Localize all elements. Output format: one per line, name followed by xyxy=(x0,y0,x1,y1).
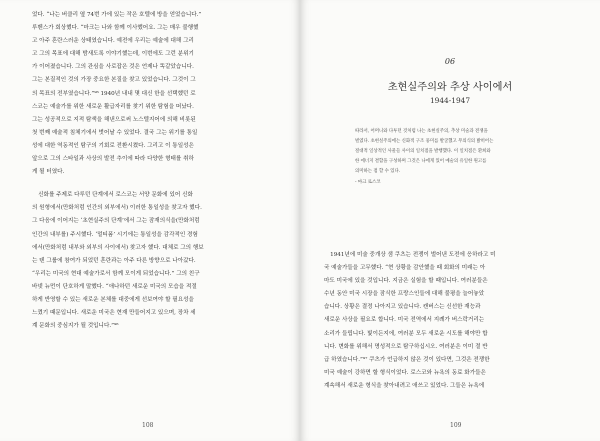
text-line: 첫 번째 예술적 침체기에서 벗어날 수 있었다. 결국 그는 위기를 통일 xyxy=(32,129,198,136)
text-line: 그는 성공적으로 지적 탐색을 해낸으로써 노스텔지어에 의해 비롯된 xyxy=(32,116,196,123)
epigraph-line: 따라서, 어머니와 다투던 것처럼 나는 초현실주의, 추상 미술과 전쟁을 xyxy=(355,129,488,134)
paragraph-gap xyxy=(32,179,277,189)
text-line: 국 예술가들을 고무했다. “현 상황을 감안했을 때 회화의 미래는 아 xyxy=(324,265,486,272)
text-line: 었다. “나는 버클리 옆 74번 가에 있는 작은 호텔에 방을 얻었습니다.” xyxy=(32,12,202,18)
page-number-right: 109 xyxy=(450,422,462,429)
epigraph-attribution: - 마크 로스코 xyxy=(355,179,381,185)
text-line: 계 문화의 중심지가 될 것입니다.”⁹⁶ xyxy=(32,323,119,330)
text-line: 고 아주 혼란스러운 상태였습니다. 예전에 우리는 예술에 대해 그리 xyxy=(32,38,194,45)
text-line: “우리는 미국의 현대 예술가로서 함께 모이게 되었습니다.” 그의 친구 xyxy=(32,270,200,277)
epigraph-line: 벌였다. 초현실주의에는 신화적 구조 풍미를 발굴했고 무의식의 밝히어는 xyxy=(355,138,494,144)
text-line: 의 목표의 전부였습니다.”⁹⁶ 1940년 내내 몇 대신 한을 선택했던 로 xyxy=(32,90,196,97)
right-body-text xyxy=(324,249,576,393)
page-number-left: 108 xyxy=(142,422,154,429)
text-line: 성에 대한 역동적인 탐구의 기회로 전환시켰다. 그리고 이 통일성은 xyxy=(32,142,194,149)
text-line: 가 이어졌습니다. 그의 관심을 사로잡은 것은 언제나 똑같았습니다. xyxy=(32,64,194,71)
text-line: 앞으로 그의 스타일과 사상의 발전 추이에 따라 다양한 형태를 취하 xyxy=(32,156,194,163)
text-line: 그는 본질적인 것의 가장 중요한 본질을 찾고 있었습니다. 그것이 그 xyxy=(32,77,196,84)
text-line: 1941년에 미술 중개상 샘 쿠츠는 전쟁이 벌어낸 도전에 응하라고 미 xyxy=(330,252,496,258)
text-line: 스코는 예술가를 위한 새로운 활급자리를 찾기 위한 탐험을 떠났다. xyxy=(32,103,194,110)
text-line: 니다. 변화를 위해서 명성적으로 탐구하십시오. 여러분은 이미 절 반 xyxy=(324,343,488,350)
text-line: 루벤스가 회상했다. “마크는 나와 함께 이사했어요. 그는 매우 불행했 xyxy=(32,25,199,32)
text-line: 는 텐 그룹에 참여가 되었던 혼란과는 아주 다른 방향으로 나아갔다. xyxy=(32,257,196,264)
left-body-text xyxy=(32,9,277,333)
text-line: 습니다. 상황은 결정 나아지고 있습니다. 캔버스는 신선한 재능과 xyxy=(324,304,481,311)
text-line: 새로운 사상을 필요로 합니다. 미국 전역에서 지례가 버스락거리는 xyxy=(324,317,485,324)
chapter-number: 06 xyxy=(444,57,456,66)
chapter-title: 초현실주의와 추상 사이에서 xyxy=(387,82,513,93)
text-line: 수년 동안 미국 시장을 잠식한 프랑스인들에 대해 불평을 늘어놓았 xyxy=(324,291,485,298)
text-line: 고 그의 목표에 대해 밤새도록 이야기했는데, 이번에도 그런 분위기 xyxy=(32,51,194,58)
epigraph-line: 절대적 일상적인 사물들 사이의 일치점을 발행했다. 이 일치점은 환희와 xyxy=(355,148,491,154)
text-line: 그 다음에 이어지는 ‘초현실주의 단계’에서 그는 잠재의식을(만화처럼 xyxy=(32,218,200,225)
epigraph-line: 의미하는 점 할 수 있다. xyxy=(355,168,401,174)
text-line: 바넷 뉴먼이 단호하게 말했다. “애나하던 새로운 미국의 모습을 적절 xyxy=(32,283,197,290)
text-line: 하게 반영할 수 있는 새로운 본체를 대중에게 선보여야 할 필요성을 xyxy=(32,296,194,303)
text-line: 소리가 들립니다. 빛이든지에, 여러분 모두 새로운 시도를 해야만 합 xyxy=(324,330,488,337)
epigraph-text xyxy=(355,127,543,177)
text-line: 마도 미국에 있을 것입니다. 지금은 실험을 할 때입니다. 여러분들은 xyxy=(324,278,488,285)
text-line: 인간의 내부를) 주시했다. ‘멀티폼’ 시기에는 통일성을 감각적인 경험 xyxy=(32,231,198,238)
chapter-years: 1944-1947 xyxy=(429,96,471,105)
text-line: 신화를 주제로 다루던 단계에서 로스코는 서양 문화에 있어 신화 xyxy=(38,192,193,199)
text-line: 급 하였습니다.”⁹⁷ 쿠츠가 언급하지 않은 것이 있다면, 그것은 전쟁한 xyxy=(324,356,490,363)
text-line: 계속해서 새로운 형식을 찾아내려고 애쓰고 있었다. 그들은 뉴욕에 xyxy=(324,382,485,389)
right-page xyxy=(300,0,600,441)
text-line: 게 될 터였다. xyxy=(32,169,65,176)
epigraph xyxy=(355,127,543,187)
text-line: 미국 예술이 강하면 할 형식이었다. 로스코와 뉴욕의 동료 화가들은 xyxy=(324,369,486,376)
text-line: 느꼈기 때문입니다. 새로운 미국은 현재 만들어지고 있으며, 장차 세 xyxy=(32,310,196,317)
epigraph-line: 한 에너지 결합을 구성하며 그것은 나에게 있어 예술의 유일한 원고를 xyxy=(355,158,487,164)
text-line: 의 원형에서(만화처럼 인간의 외부에서) 이러한 통일성을 찾고자 했다. xyxy=(32,205,202,212)
text-line: 에서(만화처럼 내부와 외부의 사이에서) 찾고자 했다. 대체로 그의 행보 xyxy=(32,244,204,251)
